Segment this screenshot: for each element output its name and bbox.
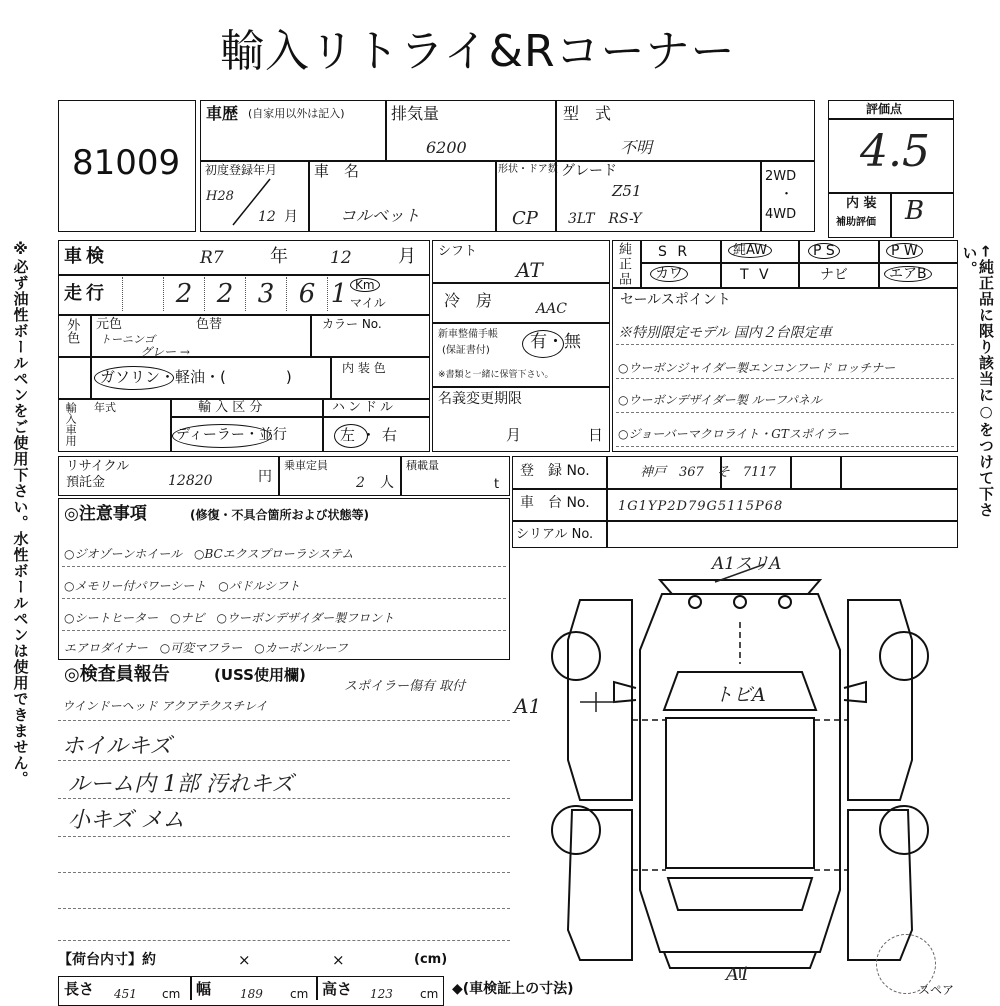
first-reg-month: 12: [258, 209, 276, 225]
interior-label: 内 装: [846, 196, 877, 211]
name-change-month: 月: [506, 426, 522, 444]
inspector-line: ルーム内 1部 汚れキズ: [68, 772, 294, 797]
mileage-unit-km: Km: [350, 278, 380, 292]
equipment-leather: カワ: [650, 266, 688, 282]
sales-line: ※特別限定モデル 国内２台限定車: [618, 325, 832, 341]
recycle-label2: 預託金: [66, 475, 106, 490]
cargo-length-label: 長さ: [64, 980, 95, 998]
car-name-value: コルベット: [340, 206, 421, 225]
inspector-side-note: スポイラー傷有 取付: [344, 679, 466, 694]
shape-label: 形状・ドア数: [498, 164, 558, 175]
recycle-label1: リサイクル: [66, 459, 130, 474]
cargo-unit: (cm): [414, 952, 448, 967]
first-reg-month-unit: 月: [284, 209, 298, 225]
displacement-value: 6200: [426, 138, 467, 157]
mileage-digit: 3: [246, 277, 287, 311]
color-label-main: 外色: [64, 318, 80, 344]
inspection-month-unit: 月: [398, 246, 416, 267]
shape-value: CP: [512, 208, 538, 229]
history-label: 車歴: [206, 104, 239, 123]
interior-value: B: [905, 196, 925, 226]
equipment-tv: T V: [740, 267, 772, 283]
car-diagram: [540, 560, 940, 980]
equipment-side-note: ←純正品に限り該当に○をつけて下さい。: [960, 245, 995, 518]
mileage-digits: [122, 277, 350, 311]
import-label: 輸入車用: [64, 402, 78, 446]
equipment-airbag: エアB: [884, 266, 932, 282]
cargo-width-value: 189: [240, 987, 263, 1001]
color-orig-value: トーニンゴ: [100, 333, 155, 346]
displacement-label: 排気量: [391, 104, 440, 123]
recycle-value: 12820: [168, 473, 213, 489]
sales-line: ○ウーボンジャイダー製エンコンフード ロッチナー: [618, 361, 896, 375]
diagram-label-left: A1: [514, 694, 542, 718]
handle-value: 左・右: [340, 426, 404, 444]
recycle-unit: 円: [258, 469, 272, 485]
handle-label: ハンドル: [332, 400, 397, 415]
notes-line: エアロダイナー ○可変マフラー ○カーボンルーフ: [64, 641, 348, 655]
shift-value: AT: [516, 258, 543, 282]
score-value: 4.5: [860, 126, 930, 177]
model-label: 型 式: [563, 104, 612, 123]
chassis-label: 車 台 No.: [520, 495, 590, 511]
cargo-width-cm: cm: [290, 987, 309, 1001]
inspector-line: ホイルキズ: [62, 734, 172, 759]
inspection-month: 12: [330, 248, 352, 268]
ac-value: AAC: [536, 301, 567, 317]
grade-label: グレード: [561, 163, 617, 179]
manual-value: 有・無: [530, 332, 581, 352]
cargo-label: 【荷台内寸】約: [58, 952, 156, 968]
diagram-label-top: A1スリA: [712, 554, 782, 574]
cargo-length-value: 451: [114, 987, 137, 1001]
left-circle: [334, 424, 368, 448]
cargo-height-label: 高さ: [322, 980, 353, 998]
history-note: (自家用以外は記入): [248, 107, 345, 120]
capacity-label: 乗車定員: [284, 459, 328, 472]
name-change-label: 名義変更期限: [438, 391, 522, 407]
drive-4wd: 4WD: [765, 207, 797, 222]
mileage-digit: 6: [287, 277, 328, 311]
drive-dot: ・: [780, 187, 794, 202]
import-class-value: ディーラー・並行: [176, 427, 287, 443]
serial-label: シリアル No.: [516, 527, 594, 542]
notes-line: ○シートヒーター ○ナビ ○ウーボンデザイダー製フロント: [64, 611, 395, 625]
reg-label: 登 録 No.: [520, 463, 590, 479]
page-title: 輸入リトライ&Rコーナー: [220, 26, 736, 77]
diagram-label-roof: トビA: [714, 684, 766, 706]
mileage-digit: 2: [164, 277, 205, 311]
inspection-year-unit: 年: [270, 246, 288, 267]
fuel-gasoline-circle: [94, 366, 174, 390]
cargo-x2: ×: [332, 951, 345, 969]
capacity-value: 2: [356, 475, 365, 491]
grade-value1: Z51: [612, 182, 642, 200]
cargo-note: ◆(車検証上の寸法): [452, 981, 574, 997]
import-year-label: 年式: [94, 401, 116, 414]
dealer-circle: [172, 424, 272, 448]
cargo-height-value: 123: [370, 987, 393, 1001]
cargo-height-cm: cm: [420, 987, 439, 1001]
sales-line: ○ジョーバーマクロライト・GTスポイラー: [618, 427, 849, 441]
reg-value: 神戸 367 そ 7117: [640, 465, 776, 480]
left-mid-box: [58, 240, 430, 452]
score-label: 評価点: [866, 102, 903, 116]
mileage-digit: 2: [205, 277, 246, 311]
first-reg-label: 初度登録年月: [205, 163, 278, 177]
diagram-label-bottom: A1: [726, 964, 751, 985]
equipment-pw: P W: [886, 243, 923, 259]
mileage-digit: 1: [330, 279, 348, 309]
color-orig-label: 元色: [96, 317, 123, 332]
inspector-heading-sub: (USS使用欄): [214, 666, 306, 684]
lot-number: 81009: [72, 143, 181, 183]
spare-label: スペア: [918, 983, 955, 997]
shift-label: シフト: [438, 244, 478, 259]
equipment-sr: S R: [658, 244, 691, 260]
equipment-vertical-label: 純正品: [616, 242, 631, 287]
grade-value2: 3LT RS-Y: [568, 211, 642, 227]
left-note: ※必ず油性ボールペンをご使用下さい。水性ボールペンは使用できません。: [11, 240, 30, 787]
equipment-aw: 純AW: [728, 243, 772, 258]
inspection-label: 車検: [64, 246, 108, 267]
cargo-width-label: 幅: [196, 980, 212, 998]
color-no-label: カラー No.: [322, 317, 382, 331]
inspector-line: ウインドーヘッド アクアテクスチレイ: [62, 699, 268, 713]
sales-line: ○ウーボンデザイダー製 ルーフパネル: [618, 393, 822, 407]
capacity-unit: 人: [380, 475, 394, 491]
equipment-navi: ナビ: [820, 267, 848, 283]
cargo-length-cm: cm: [162, 987, 181, 1001]
notes-line: ○メモリー付パワーシート ○パドルシフト: [64, 579, 301, 593]
import-class-label: 輸 入 区 分: [198, 400, 263, 415]
car-name-label: 車 名: [314, 162, 360, 180]
inspection-era: R7: [200, 248, 224, 268]
cargo-x1: ×: [238, 951, 251, 969]
manual-label1: 新車整備手帳: [438, 329, 498, 340]
name-change-day: 日: [588, 426, 604, 444]
load-unit: t: [494, 477, 500, 492]
fuel-options: ガソリン・軽油・( ): [100, 368, 292, 386]
color-changed-label: 色替: [196, 317, 223, 332]
notes-line: ○ジオゾーンホイール ○BCエクスプローラシステム: [64, 547, 354, 561]
manual-label2: (保証書付): [442, 345, 490, 356]
equipment-ps: P S: [808, 243, 840, 259]
first-reg-year: H28: [206, 189, 234, 204]
manual-yes-circle: [522, 330, 564, 358]
color-changed-value: グレー →: [140, 345, 190, 359]
interior-color-label: 内 装 色: [342, 361, 386, 375]
model-value: 不明: [620, 138, 653, 157]
drive-2wd: 2WD: [765, 169, 797, 184]
mileage-unit-mile: マイル: [350, 296, 386, 310]
sales-label: セールスポイント: [620, 292, 731, 308]
chassis-value: 1G1YP2D79G5115P68: [618, 499, 784, 514]
notes-heading: ◎注意事項: [64, 504, 147, 524]
inspector-heading: ◎検査員報告: [64, 664, 170, 685]
ac-label: 冷 房: [444, 291, 493, 310]
manual-note: ※書類と一緒に保管下さい。: [438, 370, 554, 380]
mileage-label: 走行: [64, 283, 108, 304]
interior-sub: 補助評価: [836, 217, 876, 228]
notes-heading-sub: (修復・不具合箇所および状態等): [190, 508, 369, 522]
inspector-line: 小キズ メム: [68, 808, 185, 833]
load-label: 積載量: [406, 459, 439, 472]
